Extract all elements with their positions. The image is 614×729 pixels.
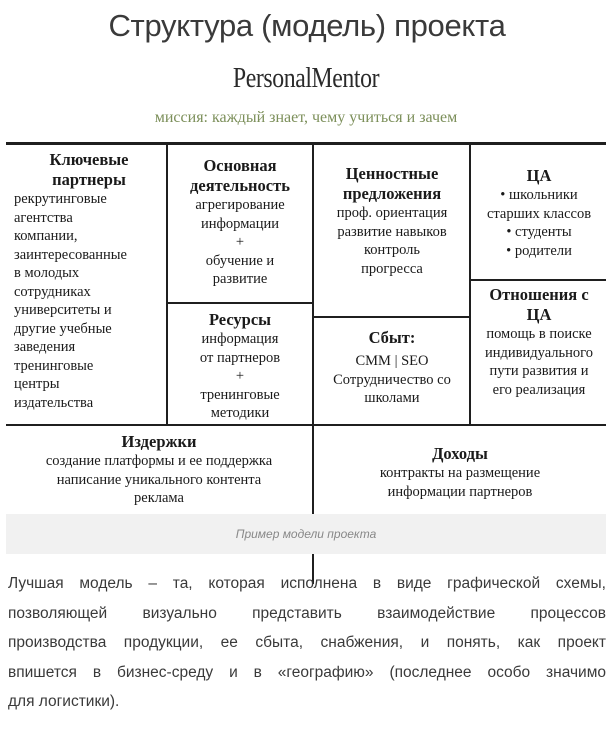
divider-activity-resources [167, 302, 313, 304]
revenue-item: информации партнеров [387, 483, 533, 500]
revenue-block [314, 444, 606, 501]
target-audience-block [472, 166, 606, 260]
target-audience-heading: ЦА [526, 166, 552, 185]
channels-item: Сотрудничество со [333, 371, 451, 388]
brand-logo: PersonalMentor [232, 62, 380, 94]
resources-block [168, 310, 312, 423]
value-proposition-item: проф. ориентация [336, 205, 448, 221]
channels-block [314, 328, 470, 408]
key-partners-item: в молодых [14, 265, 80, 281]
target-audience-item: • родители [506, 242, 572, 259]
resources-item: методики [210, 405, 270, 421]
page-title: Структура (модель) проекта [108, 8, 506, 43]
paragraph-line: Лучшая модель – та, которая исполнена в виде графической схемы, [8, 575, 606, 592]
target-audience-item: • студенты [506, 224, 572, 240]
key-partners-item: заинтересованные [14, 246, 127, 263]
key-activity-item: + [235, 234, 245, 250]
customer-relations-item: его реализация [492, 381, 586, 398]
resources-heading: Ресурсы [208, 310, 272, 329]
middle-rule [6, 424, 606, 426]
costs-heading: Издержки [121, 432, 197, 451]
key-activity-heading: деятельность [190, 176, 290, 195]
channels-item: школами [364, 390, 420, 406]
resources-item: + [235, 368, 245, 384]
figure-caption-band [6, 514, 606, 554]
key-partners-heading: партнеры [52, 170, 126, 189]
target-audience-item: старших классов [486, 205, 592, 222]
key-partners-item: университеты и [14, 302, 112, 318]
key-partners-item: центры [14, 376, 60, 392]
customer-relations-block [472, 285, 606, 399]
body-paragraph [8, 569, 606, 717]
revenue-item: контракты на размещение [379, 465, 541, 481]
resources-item: тренинговые [200, 386, 280, 403]
resources-item: от партнеров [199, 349, 281, 366]
key-partners-block [14, 150, 164, 412]
key-partners-item: агентства [14, 209, 73, 226]
paragraph-line: впишется в бизнес-среду и в «географию» (последнее особо значимо [8, 663, 606, 681]
key-partners-item: заведения [14, 339, 76, 355]
customer-relations-item: индивидуального [485, 344, 593, 361]
paragraph-line: позволяющей визуально представить взаимодействие процессов [8, 604, 606, 622]
revenue-heading: Доходы [432, 444, 488, 463]
customer-relations-heading: ЦА [526, 305, 552, 324]
value-proposition-item: развитие навыков [337, 223, 447, 240]
key-partners-item: рекрутинговые [14, 191, 107, 207]
figure-caption: Пример модели проекта [235, 527, 377, 541]
key-partners-heading: Ключевые [49, 150, 129, 169]
key-partners-item: другие учебные [14, 320, 112, 337]
divider-value-channels [313, 316, 470, 318]
key-activity-item: агрегирование [195, 197, 285, 213]
value-proposition-item: прогресса [361, 260, 423, 277]
key-activity-item: развитие [212, 271, 268, 287]
costs-item: реклама [134, 490, 184, 506]
key-activity-item: информации [201, 215, 279, 232]
key-partners-item: сотрудниках [14, 283, 91, 300]
resources-item: информация [201, 331, 279, 347]
costs-block [6, 432, 312, 508]
top-rule [6, 142, 606, 145]
mission-statement: миссия: каждый знает, чему учиться и зачем [154, 109, 458, 126]
customer-relations-item: помощь в поиске [486, 326, 592, 342]
paragraph-line: производства продукции, ее сбыта, снабжения, и понять, как проект [8, 634, 606, 651]
business-model-canvas [6, 56, 606, 554]
target-audience-item: • школьники [500, 187, 578, 203]
key-activity-item: обучение и [205, 252, 275, 269]
key-partners-item: тренинговые [14, 357, 94, 374]
channels-heading: Сбыт: [368, 328, 416, 347]
customer-relations-heading: Отношения с [489, 285, 589, 304]
costs-item: создание платформы и ее поддержка [45, 453, 273, 469]
value-proposition-heading: предложения [342, 184, 442, 203]
paragraph-line: для логистики). [8, 693, 120, 710]
value-proposition-block [314, 164, 470, 278]
value-proposition-item: контроль [364, 242, 420, 258]
key-activity-block [168, 156, 312, 289]
key-partners-item: компании, [14, 228, 78, 244]
key-activity-heading: Основная [203, 156, 277, 175]
customer-relations-item: пути развития и [489, 363, 589, 379]
divider-audience-relations [470, 279, 606, 281]
costs-item: написание уникального контента [56, 471, 262, 488]
value-proposition-heading: Ценностные [345, 164, 439, 183]
channels-item: СММ | SEO [355, 353, 429, 369]
key-partners-item: издательства [14, 394, 94, 411]
